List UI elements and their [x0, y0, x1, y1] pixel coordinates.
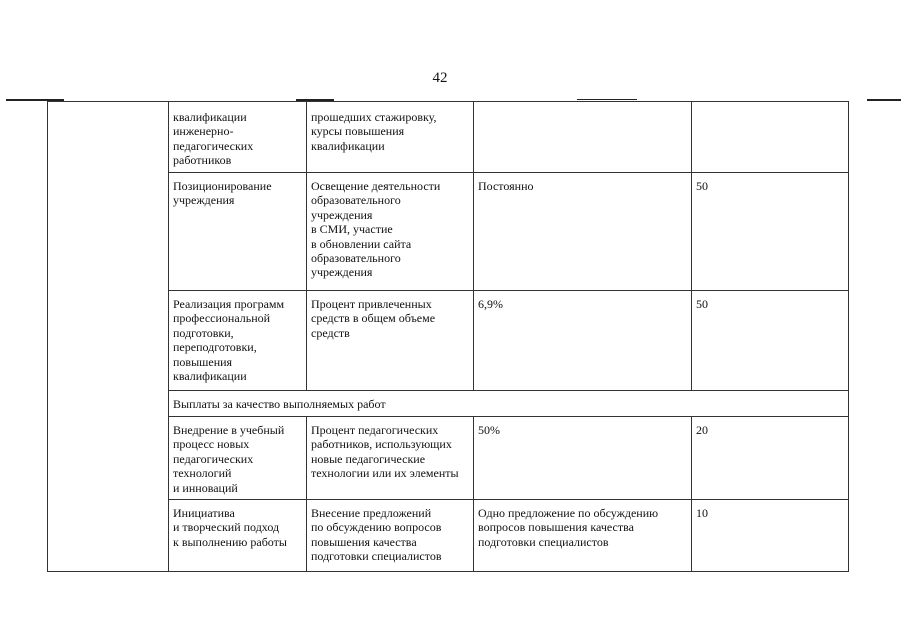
page-number: 42 — [432, 70, 448, 86]
table-row — [48, 500, 849, 572]
table-row — [48, 173, 849, 291]
criteria-table — [47, 101, 849, 572]
criterion-cell: Реализация программ профессиональной подготовки, переподготовки, повышения квалификации — [169, 291, 307, 391]
indicator-cell: прошедших стажировку, курсы повышения квалификации — [307, 102, 474, 173]
criterion-cell: Инициатива и творческий подход к выполнению работы — [169, 500, 307, 572]
points-cell: 10 — [692, 500, 849, 572]
indicator-cell: Освещение деятельности образовательного учреждения в СМИ, участие в обновлении сайта образовательного учреждения — [307, 173, 474, 291]
criterion-cell: Позиционирование учреждения — [169, 173, 307, 291]
criterion-cell: квалификации инженерно- педагогических работников — [169, 102, 307, 173]
criterion-cell: Внедрение в учебный процесс новых педагогических технологий и инноваций — [169, 417, 307, 500]
value-cell: Постоянно — [474, 173, 692, 291]
scan-artifact-line — [577, 99, 637, 100]
value-cell: 50% — [474, 417, 692, 500]
table-row — [48, 417, 849, 500]
points-cell: 50 — [692, 291, 849, 391]
side-column-cell — [48, 102, 169, 572]
points-cell: 50 — [692, 173, 849, 291]
scan-artifact-line — [867, 99, 901, 101]
section-heading: Выплаты за качество выполняемых работ — [169, 391, 849, 417]
indicator-cell: Процент педагогических работников, использующих новые педагогические технологии или их элементы — [307, 417, 474, 500]
points-cell: 20 — [692, 417, 849, 500]
table-row — [48, 291, 849, 391]
table-row — [48, 102, 849, 173]
points-cell — [692, 102, 849, 173]
value-cell: 6,9% — [474, 291, 692, 391]
indicator-cell: Внесение предложений по обсуждению вопросов повышения качества подготовки специалистов — [307, 500, 474, 572]
section-heading-row — [48, 391, 849, 417]
indicator-cell: Процент привлеченных средств в общем объеме средств — [307, 291, 474, 391]
value-cell: Одно предложение по обсуждению вопросов повышения качества подготовки специалистов — [474, 500, 692, 572]
value-cell — [474, 102, 692, 173]
